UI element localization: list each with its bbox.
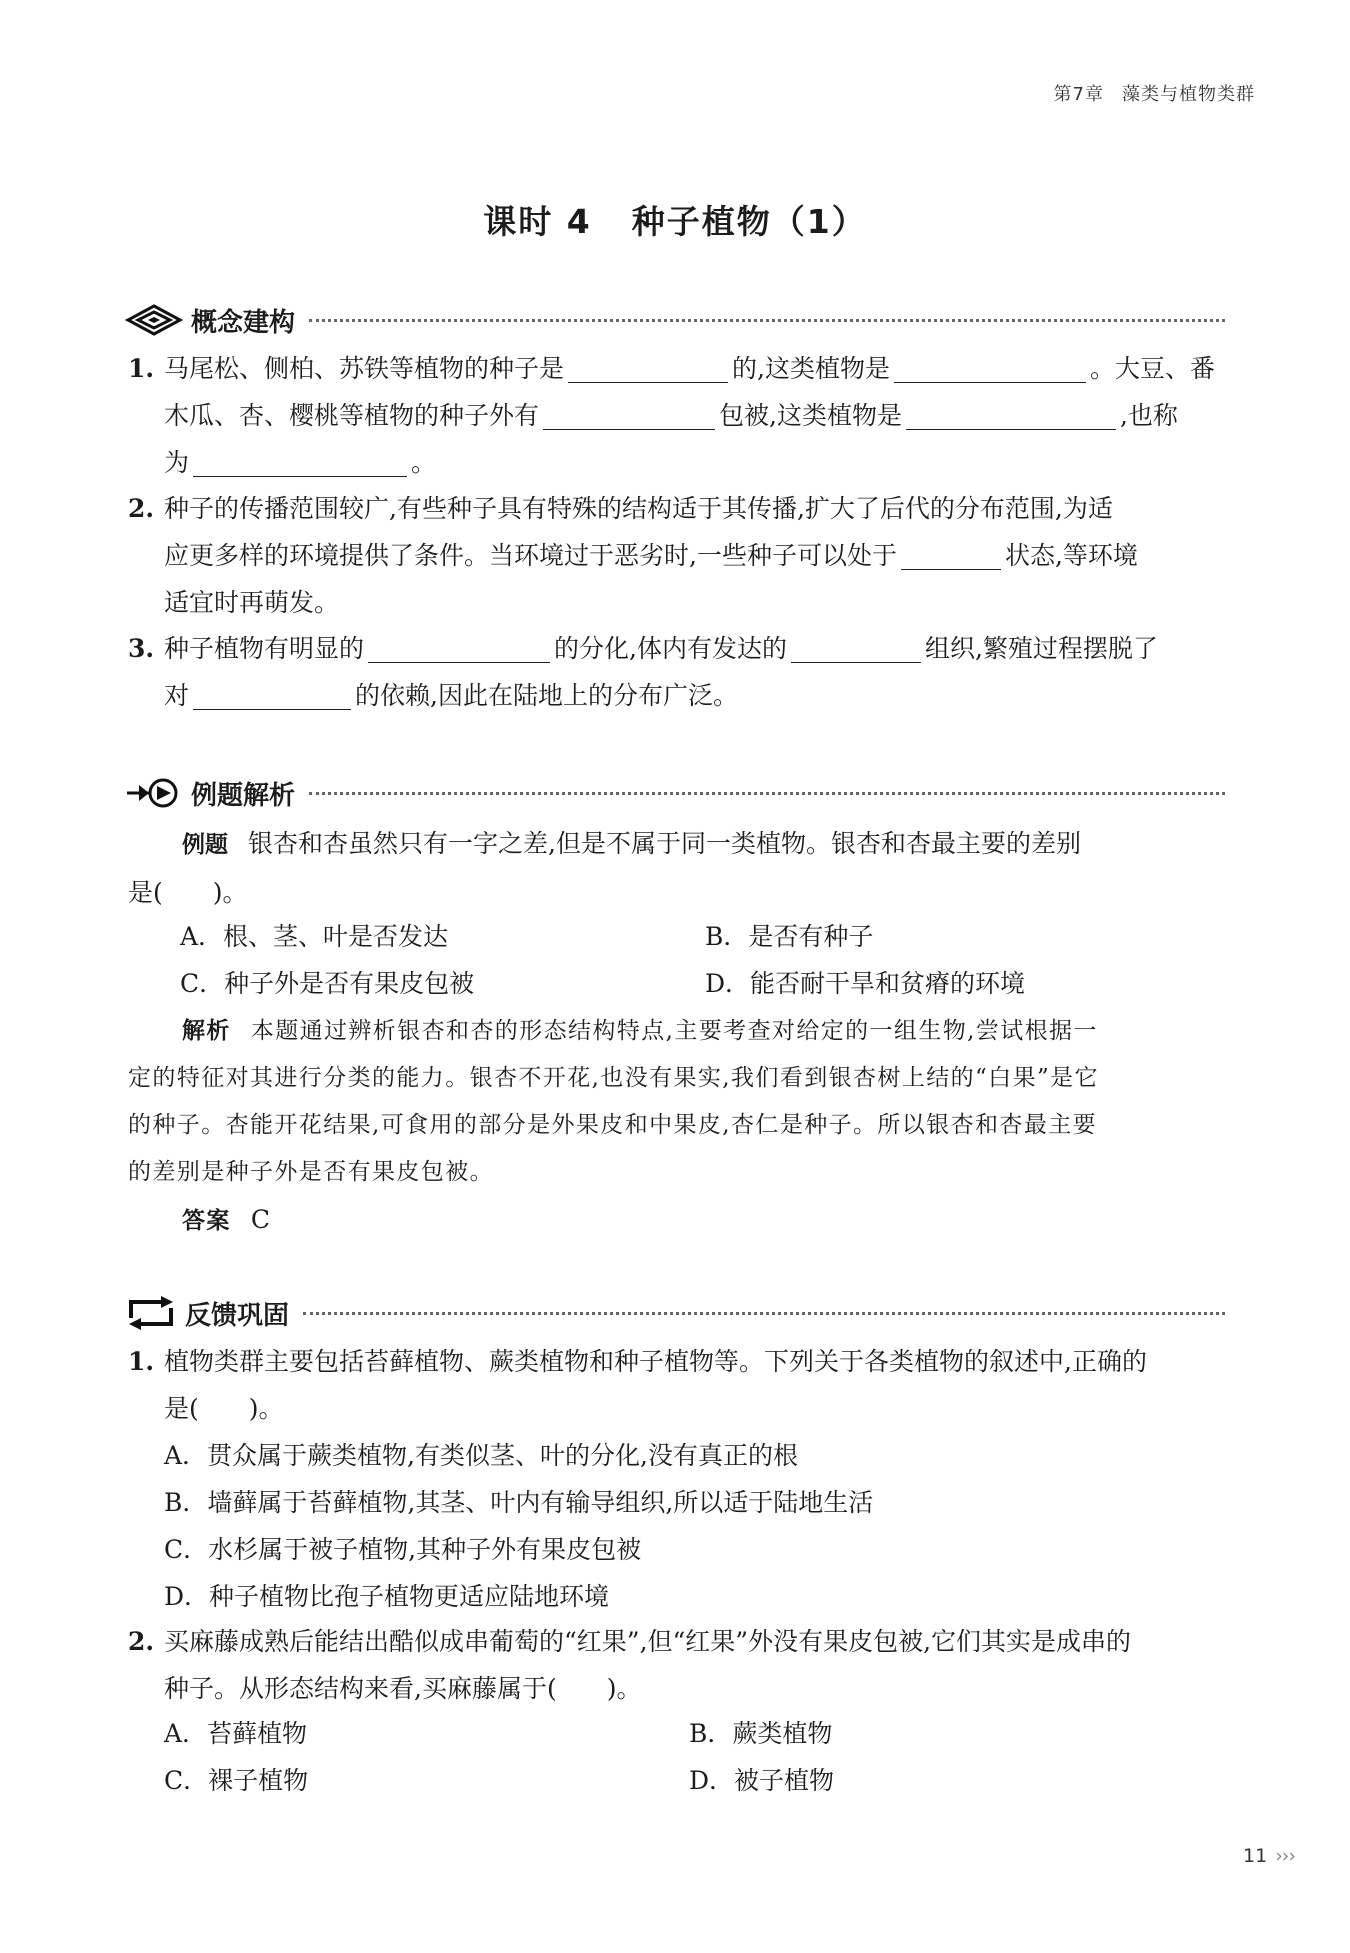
question-number: 1. [128,1347,155,1376]
refresh-loop-icon [125,1296,177,1330]
example-question: 例题 银杏和杏虽然只有一字之差,但是不属于同一类植物。银杏和杏最主要的差别 是( )。 [128,829,1081,907]
option-b[interactable]: B．蕨类植物 [689,1719,833,1748]
dotted-divider [303,1312,1225,1315]
option-a[interactable]: A．苔藓植物 [164,1719,308,1748]
fill-blank[interactable] [368,633,550,663]
feedback-q2-options [164,1710,1214,1804]
feedback-question-2: 2. 买麻藤成熟后能结出酷似成串葡萄的“红果”,但“红果”外没有果皮包被,它们其实是成串的 种子。从形态结构来看,买麻藤属于( )。 [128,1618,1248,1712]
dotted-divider [309,319,1225,322]
option-d[interactable]: D．被子植物 [689,1766,835,1795]
example-analysis: 解析 本题通过辨析银杏和杏的形态结构特点,主要考查对给定的一组生物,尝试根据一 定的特征对其进行分类的能力。银杏不开花,也没有果实,我们看到银杏树上结的“白果”是它 的种子。杏能开花结果,可食用的部分是外果皮和中果皮,杏仁是种子。所以银杏和杏最主要 的差别是种子外是否有果皮包被。 答案 C [128,1018,1099,1234]
layered-diamond-icon [125,304,183,336]
feedback-question-1: 1. 植物类群主要包括苔藓植物、蕨类植物和种子植物等。下列关于各类植物的叙述中,正确的 是( )。 A．贯众属于蕨类植物,有类似茎、叶的分化,没有真正的根 B．墙藓属于苔藓植物,其茎、叶内有输导组织,所以适于陆地生活 C．水杉属于被子植物,其种子外有果皮包被 D．种子植物比孢子植物更适应陆地环境 [128,1338,1248,1620]
chapter-title: 藻类与植物类群 [1122,84,1255,105]
fill-blank[interactable] [906,400,1116,430]
fill-blank[interactable] [791,633,921,663]
option-b[interactable]: B．是否有种子 [705,922,874,951]
fill-blank[interactable] [193,447,407,477]
page-number: 11 [1243,1845,1268,1867]
lesson-label: 课时 4 [483,202,592,241]
section-concept-title: 概念建构 [191,307,296,338]
example-options [180,913,1230,1007]
running-header [1054,80,1255,106]
option-d[interactable]: D．能否耐干旱和贫瘠的环境 [705,969,1026,998]
example-label: 例题 [182,832,228,858]
lesson-title [0,196,1350,243]
fill-blank[interactable] [901,540,1001,570]
option-c[interactable]: C．裸子植物 [164,1766,309,1795]
dotted-divider [309,792,1225,795]
concept-question-3: 3. 种子植物有明显的 的分化,体内有发达的 组织,繁殖过程摆脱了 对 的依赖,因此在陆地上的分布广泛。 [128,625,1248,719]
option-a[interactable]: A．根、茎、叶是否发达 [180,922,449,951]
section-feedback-header [125,1295,1225,1331]
concept-question-1: 1. 马尾松、侧柏、苏铁等植物的种子是 的,这类植物是 。大豆、番 木瓜、杏、樱桃等植物的种子外有 包被,这类植物是 ,也称 为 。 [128,345,1248,486]
concept-question-2: 2. 种子的传播范围较广,有些种子具有特殊的结构适于其传播,扩大了后代的分布范围,为适 应更多样的环境提供了条件。当环境过于恶劣时,一些种子可以处于 状态,等环境 适宜时再萌发。 [128,485,1248,626]
fill-blank[interactable] [568,353,728,383]
page-footer [1243,1845,1295,1867]
lesson-name: 种子植物（1） [631,202,867,241]
question-number: 2. [128,494,155,523]
question-number: 3. [128,634,155,663]
answer-value: C [250,1205,272,1234]
fill-blank[interactable] [543,400,715,430]
section-example-header [125,775,1225,811]
arrow-target-icon [125,777,183,809]
option-d[interactable]: D．种子植物比孢子植物更适应陆地环境 [164,1582,610,1611]
section-concept-header [125,302,1225,338]
answer-label: 答案 [182,1208,231,1234]
section-example-title: 例题解析 [191,780,296,811]
chevron-right-icon: ››› [1275,1845,1295,1867]
analysis-label: 解析 [182,1018,231,1044]
option-c[interactable]: C．水杉属于被子植物,其种子外有果皮包被 [164,1535,642,1564]
fill-blank[interactable] [193,680,351,710]
option-b[interactable]: B．墙藓属于苔藓植物,其茎、叶内有输导组织,所以适于陆地生活 [164,1488,874,1517]
option-c[interactable]: C．种子外是否有果皮包被 [180,969,475,998]
chapter-number: 第7章 [1053,84,1104,105]
question-number: 1. [128,354,155,383]
fill-blank[interactable] [894,353,1086,383]
option-a[interactable]: A．贯众属于蕨类植物,有类似茎、叶的分化,没有真正的根 [164,1441,798,1470]
section-feedback-title: 反馈巩固 [185,1300,290,1331]
question-number: 2. [128,1627,155,1656]
